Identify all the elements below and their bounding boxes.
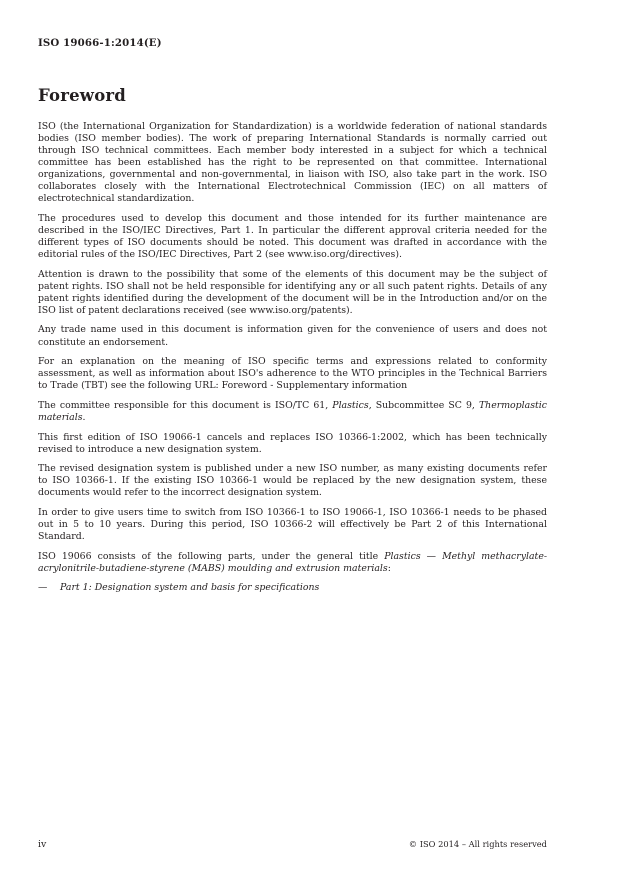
paragraph-committee bbox=[38, 400, 547, 424]
foreword-body bbox=[38, 121, 547, 594]
parts-text-post: : bbox=[387, 562, 391, 574]
list-item bbox=[38, 582, 547, 594]
paragraph-conformity: For an explanation on the meaning of ISO specific terms and expressions related to conformity assessment, as well as information about ISO's adherence to the WTO principles in the Technical Barriers to Trade (TBT) see the following URL: Foreword - Supplementary information bbox=[38, 356, 547, 392]
copyright-notice: © ISO 2014 – All rights reserved bbox=[408, 839, 547, 849]
general-title: Plastics — Methyl methacrylate-acrylonitrile-butadiene-styrene (MABS) moulding and extrusion materials bbox=[38, 550, 547, 574]
paragraph-parts bbox=[38, 551, 547, 575]
subcommittee-name: Thermoplastic materials bbox=[38, 399, 547, 423]
page-number: iv bbox=[38, 839, 47, 850]
list-item-text: Part 1: Designation system and basis for specifications bbox=[60, 582, 320, 594]
committee-text-pre: The committee responsible for this document is ISO/TC 61, bbox=[38, 399, 333, 411]
committee-name: Plastics bbox=[332, 399, 369, 411]
committee-text-post: . bbox=[82, 411, 86, 423]
list-dash: — bbox=[38, 582, 48, 594]
paragraph-transition: In order to give users time to switch from ISO 10366-1 to ISO 19066-1, ISO 10366-1 needs to be phased out in 5 to 10 years. During this period, ISO 10366-2 will effectively be Part 2 of this International Standard. bbox=[38, 507, 547, 543]
committee-text-mid: , Subcommittee SC 9, bbox=[368, 399, 479, 411]
paragraph-procedures: The procedures used to develop this document and those intended for its further maintenance are described in the ISO/IEC Directives, Part 1. In particular the different approval criteria needed for the different types of ISO documents should be noted. This document was drafted in accordance with the editorial rules of the ISO/IEC Directives, Part 2 (see www.iso.org/directives). bbox=[38, 212, 547, 261]
paragraph-revised-designation: The revised designation system is published under a new ISO number, as many existing documents refer to ISO 10366-1. If the existing ISO 10366-1 would be replaced by the new designation system, these documents would refer to the incorrect designation system. bbox=[38, 463, 547, 499]
parts-text-pre: ISO 19066 consists of the following parts, under the general title bbox=[38, 550, 385, 562]
paragraph-first-edition: This first edition of ISO 19066-1 cancels and replaces ISO 10366-1:2002, which has been technically revised to introduce a new designation system. bbox=[38, 431, 547, 455]
paragraph-patents: Attention is drawn to the possibility that some of the elements of this document may be the subject of patent rights. ISO shall not be held responsible for identifying any or all such patent rights. Details of any patent rights identified during the development of the document will be in the Introduction and/or on the ISO list of patent declarations received (see www.iso.org/patents). bbox=[38, 268, 547, 316]
paragraph-trade-name: Any trade name used in this document is information given for the convenience of users and does not constitute an endorsement. bbox=[38, 324, 547, 348]
document-number: ISO 19066-1:2014(E) bbox=[38, 37, 162, 49]
page-title: Foreword bbox=[38, 86, 127, 105]
paragraph-iso-intro: ISO (the International Organization for Standardization) is a worldwide federation of national standards bodies (ISO member bodies). The work of preparing International Standards is normally carried out through ISO technical committees. Each member body interested in a subject for which a technical committee has been established has the right to be represented on that committee. International organizations, governmental and non-governmental, in liaison with ISO, also take part in the work. ISO collaborates closely with the International Electrotechnical Commission (IEC) on all matters of electrotechnical standardization. bbox=[38, 121, 547, 205]
